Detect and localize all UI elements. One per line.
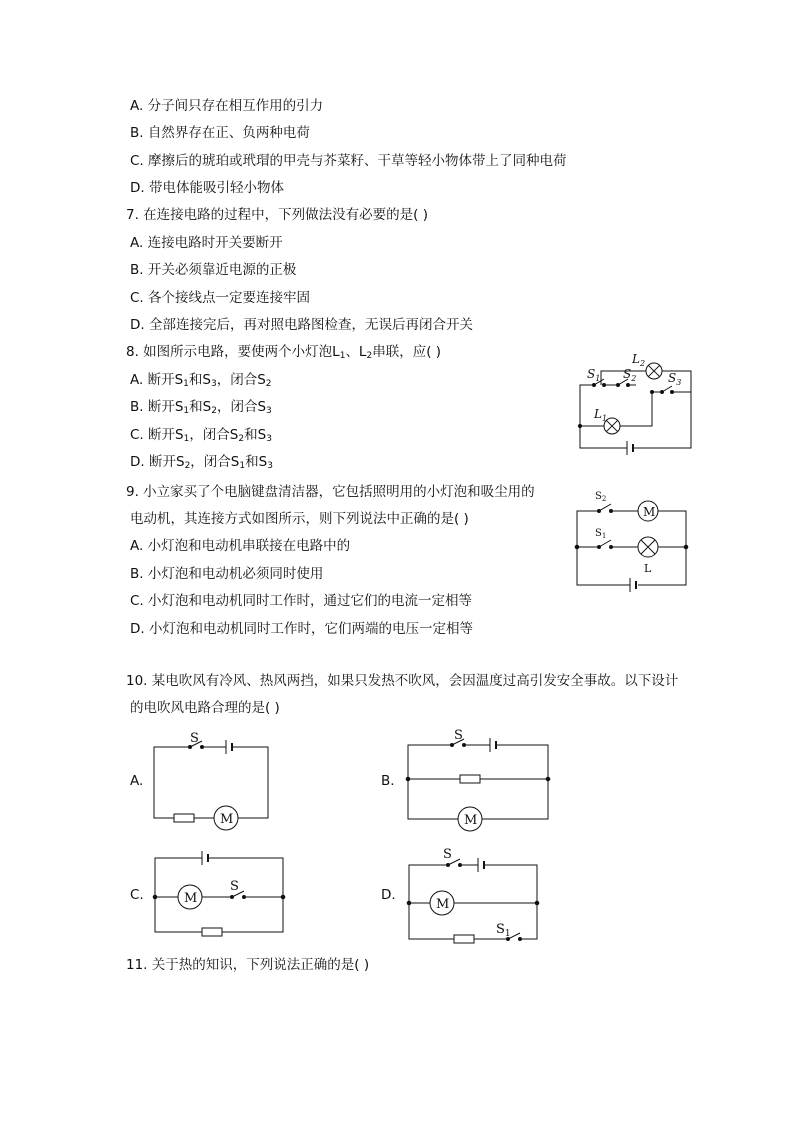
resistor-icon bbox=[174, 814, 194, 822]
q10-circuit-c bbox=[150, 848, 290, 943]
q10-label-b: B. bbox=[381, 773, 395, 789]
switch-s2-icon bbox=[599, 504, 611, 511]
svg-text:M: M bbox=[464, 813, 478, 828]
q10-label-c: C. bbox=[130, 887, 144, 903]
q7-stem: 7. 在连接电路的过程中，下列做法没有必要的是( ) bbox=[126, 207, 428, 223]
q6-option-d: D. 带电体能吸引轻小物体 bbox=[130, 180, 284, 196]
svg-text:S1: $S_1$ bbox=[587, 367, 601, 383]
q10-stem-line1: 10. 某电吹风有冷风、热风两挡，如果只发热不吹风，会因温度过高引发安全事故。以下设计 bbox=[126, 673, 679, 689]
q8-option-a: A. 断开$S_1$和$S_3$，闭合$S_2$ bbox=[130, 372, 272, 389]
q9-stem-line2: 电动机，其连接方式如图所示，则下列说法中正确的是( ) bbox=[130, 511, 469, 527]
svg-text:M: M bbox=[184, 891, 198, 906]
q11-stem: 11. 关于热的知识，下列说法正确的是( ) bbox=[126, 957, 370, 973]
svg-text:S3: $S_3$ bbox=[668, 371, 682, 387]
svg-text:L1: $L_1$ bbox=[594, 407, 608, 423]
q8-option-c: C. 断开$S_1$，闭合$S_2$和$S_3$ bbox=[130, 427, 272, 444]
q6-option-c: C. 摩擦后的琥珀或玳瑁的甲壳与芥菜籽、干草等轻小物体带上了同种电荷 bbox=[130, 153, 567, 169]
svg-text:S2: $S_2$ bbox=[595, 491, 607, 503]
q10-stem-line2: 的电吹风电路合理的是( ) bbox=[130, 700, 280, 716]
svg-text:L2: $L_2$ bbox=[632, 352, 646, 368]
q10-circuit-a bbox=[150, 730, 275, 835]
svg-text:L: L bbox=[644, 562, 652, 575]
q9-stem-line1: 9. 小立家买了个电脑键盘清洁器，它包括照明用的小灯泡和吸尘用的 bbox=[126, 484, 535, 500]
q9-circuit-diagram bbox=[570, 487, 695, 597]
q7-option-d: D. 全部连接完后，再对照电路图检查，无误后再闭合开关 bbox=[130, 317, 473, 333]
q9-option-a: A. 小灯泡和电动机串联接在电路中的 bbox=[130, 538, 351, 554]
q10-circuit-b bbox=[402, 725, 557, 835]
svg-text:S: S bbox=[454, 728, 463, 743]
q10-label-a: A. bbox=[130, 773, 144, 789]
svg-text:M: M bbox=[220, 812, 234, 827]
q9-option-d: D. 小灯泡和电动机同时工作时，它们两端的电压一定相等 bbox=[130, 621, 473, 637]
q6-option-b: B. 自然界存在正、负两种电荷 bbox=[130, 125, 310, 141]
q7-option-b: B. 开关必须靠近电源的正极 bbox=[130, 262, 297, 278]
svg-text:S: S bbox=[443, 847, 452, 862]
q9-option-c: C. 小灯泡和电动机同时工作时，通过它们的电流一定相等 bbox=[130, 593, 473, 609]
q8-stem: 8. 如图所示电路，要使两个小灯泡$L_1$、$L_2$串联，应( ) bbox=[126, 344, 442, 361]
svg-text:S: S bbox=[230, 879, 239, 894]
svg-text:S1: $S_1$ bbox=[496, 922, 511, 939]
svg-text:S2: $S_2$ bbox=[623, 367, 637, 383]
q10-circuit-d bbox=[402, 845, 547, 947]
q9-option-b: B. 小灯泡和电动机必须同时使用 bbox=[130, 566, 324, 582]
q8-option-d: D. 断开$S_2$，闭合$S_1$和$S_3$ bbox=[130, 454, 273, 471]
resistor-icon bbox=[460, 775, 480, 783]
q8-circuit-diagram bbox=[570, 348, 700, 458]
q10-label-d: D. bbox=[381, 887, 396, 903]
svg-text:M: M bbox=[643, 505, 656, 519]
svg-text:S1: $S_1$ bbox=[595, 528, 607, 540]
q7-option-c: C. 各个接线点一定要连接牢固 bbox=[130, 290, 311, 306]
q7-option-a: A. 连接电路时开关要断开 bbox=[130, 235, 283, 251]
q8-option-b: B. 断开$S_1$和$S_2$，闭合$S_3$ bbox=[130, 399, 272, 416]
resistor-icon bbox=[202, 928, 222, 936]
resistor-icon bbox=[454, 935, 474, 943]
q6-option-a: A. 分子间只存在相互作用的引力 bbox=[130, 98, 324, 114]
svg-text:S: S bbox=[190, 731, 199, 746]
svg-text:M: M bbox=[436, 897, 450, 912]
switch-s1-icon bbox=[599, 540, 611, 547]
